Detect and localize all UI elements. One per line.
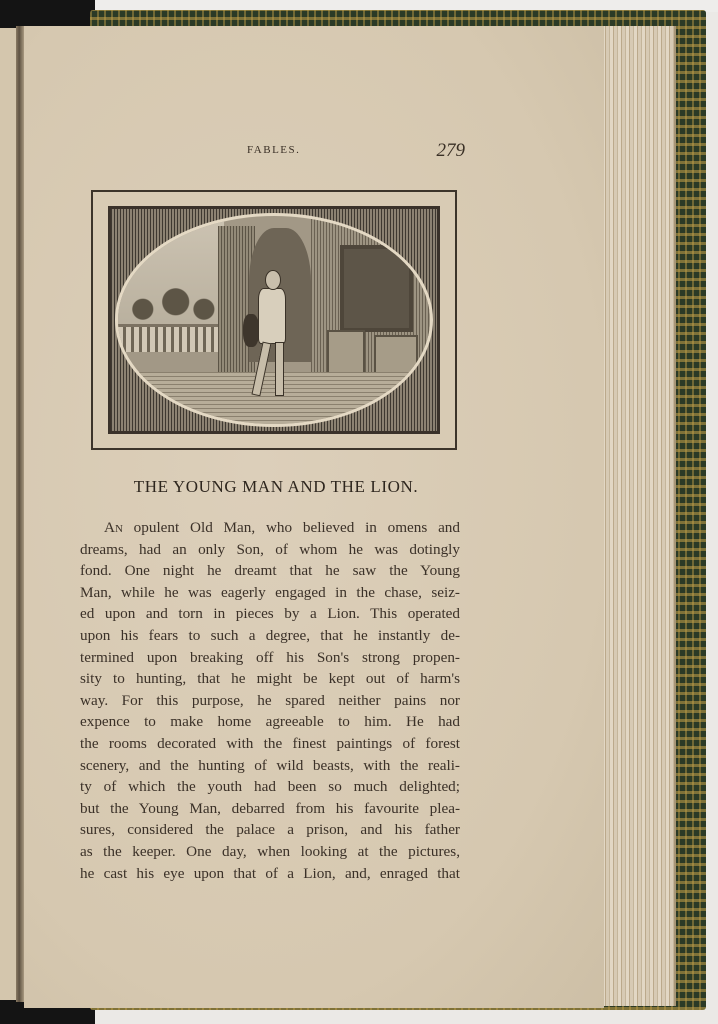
engraving-illustration	[91, 190, 457, 450]
text-line: but the Young Man, debarred from his favourite plea-	[80, 799, 460, 817]
leg-icon	[251, 342, 271, 396]
young-man-figure-icon	[243, 270, 296, 399]
lion-painting-icon	[340, 245, 414, 332]
leg-icon	[275, 342, 284, 396]
text-line: dreams, had an only Son, of whom he was dotingly	[80, 540, 460, 558]
text-line: upon his fears to such a degree, that he instantly de-	[80, 626, 460, 644]
engraving-oval-vignette	[115, 213, 433, 427]
opening-smallcaps: An	[104, 519, 123, 536]
fable-title: THE YOUNG MAN AND THE LION.	[133, 477, 419, 496]
text-line: he cast his eye upon that of a Lion, and, enraged that	[80, 864, 460, 882]
text-line: ed upon and torn in pieces by a Lion. This operated	[80, 605, 460, 623]
text-line: expence to make home agreeable to him. He had	[80, 713, 460, 731]
text-line: termined upon breaking off his Son's strong propen-	[80, 648, 460, 666]
engraving-frame	[108, 206, 440, 434]
text-line: scenery, and the hunting of wild beasts, with the reali-	[80, 756, 460, 774]
tunic-icon	[258, 288, 287, 344]
text-line: way. For this purpose, he spared neither pains nor	[80, 691, 460, 709]
head-icon	[265, 270, 281, 290]
trees-icon	[124, 287, 218, 324]
text-line: the rooms decorated with the finest paintings of forest	[80, 734, 460, 752]
text-line-content: opulent Old Man, who believed in omens and	[122, 519, 460, 536]
running-head	[247, 140, 465, 164]
text-line	[80, 517, 460, 539]
cloak-icon	[243, 314, 259, 348]
text-line: Man, while he was eagerly engaged in the chase, seiz-	[80, 583, 460, 601]
book-gutter	[16, 26, 24, 1002]
page-number: 279	[436, 140, 465, 161]
text-line: sures, considered the palace a prison, and his father	[80, 821, 460, 839]
balustrade-icon	[118, 324, 218, 352]
text-line: fond. One night he dreamt that he saw the Young	[80, 562, 460, 580]
text-line: ty of which the youth had been so much delighted;	[80, 778, 460, 796]
photo-backdrop-dark	[0, 0, 95, 28]
text-line: as the keeper. One day, when looking at the pictures,	[80, 842, 460, 860]
text-line: sity to hunting, that he might be kept out of harm's	[80, 670, 460, 688]
fable-body-text	[80, 517, 460, 884]
running-title: FABLES.	[247, 144, 301, 156]
